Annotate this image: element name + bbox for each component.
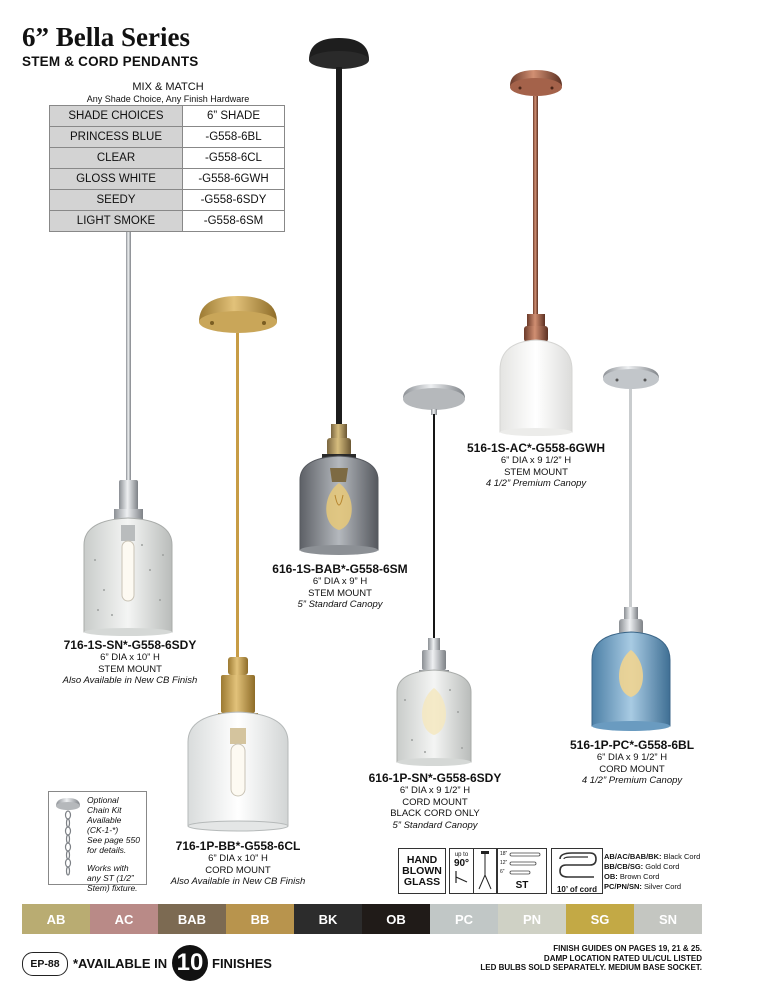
pendant-616-1s-bab	[300, 38, 378, 555]
legend-key: AB/AC/BAB/BK:	[604, 852, 662, 861]
product-label-616-1p-sn	[345, 771, 525, 831]
st-label: ST	[515, 880, 529, 891]
finish-swatch-ob: OB	[362, 904, 430, 934]
finish-swatch-ab: AB	[22, 904, 90, 934]
product-sku: 616-1S-BAB*-G558-6SM	[272, 562, 408, 576]
drop-length-icon	[473, 848, 497, 894]
page-subtitle: STEM & CORD PENDANTS	[22, 54, 199, 69]
product-note: 4 1/2” Premium Canopy	[581, 775, 683, 786]
up-to-label: up to	[454, 852, 469, 858]
footer-note-line: LED BULBS SOLD SEPARATELY. MEDIUM BASE SOCKET.	[480, 963, 702, 972]
legend-key: OB:	[604, 872, 618, 881]
shade-code: -G558-6GWH	[183, 169, 285, 190]
product-label-616-1s-bab	[254, 562, 426, 611]
page-number-badge: EP-88	[22, 952, 68, 976]
available-prefix: *AVAILABLE IN	[73, 956, 168, 971]
available-suffix: FINISHES	[212, 956, 272, 971]
product-note: Also Available in New CB Finish	[62, 675, 198, 686]
legend-value: Silver Cord	[641, 882, 682, 891]
degrees-label: 90°	[453, 858, 470, 869]
mix-match-title: MIX & MATCH	[132, 81, 204, 93]
badge-line: BLOWN	[402, 864, 442, 877]
chain-kit-note	[87, 795, 145, 893]
product-label-716-1s-sn	[40, 638, 220, 687]
cord-length-badge	[551, 848, 603, 894]
finish-swatch-sg: SG	[566, 904, 634, 934]
badge-line: GLASS	[403, 875, 441, 888]
product-mount: CORD MOUNT	[599, 763, 665, 775]
shade-name: LIGHT SMOKE	[50, 211, 183, 232]
table-header: 6” SHADE	[183, 106, 285, 127]
product-size: 6” DIA x 10” H	[208, 853, 268, 864]
shade-code: -G558-6BL	[183, 127, 285, 148]
badge-line: HAND	[406, 853, 438, 866]
finish-swatch-bb: BB	[226, 904, 294, 934]
product-sku: 716-1S-SN*-G558-6SDY	[63, 638, 197, 652]
chain-note-line: for details.	[87, 845, 127, 855]
product-sku: 716-1P-BB*-G558-6CL	[175, 839, 301, 853]
swivel-angle-badge	[449, 848, 474, 894]
stem-length-labels	[500, 850, 507, 877]
legend-row	[604, 882, 700, 892]
product-mount: CORD MOUNT	[205, 864, 271, 876]
finish-swatch-pc: PC	[430, 904, 498, 934]
pendant-716-1s-sn	[84, 232, 172, 636]
product-label-516-1p-pc	[544, 738, 720, 787]
legend-value: Black Cord	[661, 852, 701, 861]
finish-swatch-bab: BAB	[158, 904, 226, 934]
product-mount: CORD MOUNT	[402, 796, 468, 808]
shade-name: GLOSS WHITE	[50, 169, 183, 190]
product-mount: STEM MOUNT	[308, 587, 372, 599]
cord-color-legend	[604, 852, 700, 892]
shade-code: -G558-6SM	[183, 211, 285, 232]
mix-match-subtitle: Any Shade Choice, Any Finish Hardware	[86, 94, 250, 104]
product-size: 6” DIA x 9 1/2” H	[596, 752, 668, 763]
legend-row	[604, 852, 700, 862]
product-sku: 516-1S-AC*-G558-6GWH	[466, 441, 606, 455]
shade-name: CLEAR	[50, 148, 183, 169]
chain-note-line: Works with	[87, 863, 129, 873]
stem-length-label: 18”	[500, 851, 508, 857]
chain-note-spacer	[87, 855, 145, 863]
stem-length-label: 6”	[500, 869, 505, 875]
product-mount: STEM MOUNT	[504, 466, 568, 478]
shade-name: SEEDY	[50, 190, 183, 211]
product-label-516-1s-ac	[452, 441, 620, 490]
product-size: 6” DIA x 9 1/2” H	[500, 455, 572, 466]
chain-note-line: Optional	[87, 795, 119, 805]
stem-lengths-badge	[497, 848, 547, 894]
product-label-716-1p-bb	[143, 839, 333, 888]
legend-key: PC/PN/SN:	[604, 882, 642, 891]
product-size: 6” DIA x 10” H	[100, 652, 160, 663]
pendant-516-1s-ac	[500, 70, 572, 436]
legend-value: Gold Cord	[643, 862, 680, 871]
finish-swatch-strip	[22, 904, 702, 934]
stem-length-label: 12”	[500, 860, 508, 866]
footer-notes	[480, 944, 702, 973]
cord-length-label: 10’ of cord	[556, 885, 597, 894]
footer-note-line: DAMP LOCATION RATED UL/CUL LISTED	[543, 953, 702, 963]
finish-swatch-sn: SN	[634, 904, 702, 934]
finish-swatch-bk: BK	[294, 904, 362, 934]
legend-key: BB/CB/SG:	[604, 862, 644, 871]
footer-note-line: FINISH GUIDES ON PAGES 19, 21 & 25.	[553, 944, 702, 953]
chain-note-line: See page 550	[87, 835, 140, 845]
product-mount: STEM MOUNT	[98, 663, 162, 675]
coiled-cord-icon	[552, 849, 602, 881]
swivel-icon	[450, 869, 473, 885]
product-note: 5” Standard Canopy	[392, 819, 478, 831]
pendant-516-1p-pc	[592, 366, 670, 731]
product-sku: 516-1P-PC*-G558-6BL	[569, 738, 695, 752]
product-size: 6” DIA x 9 1/2” H	[399, 785, 471, 796]
product-sku: 616-1P-SN*-G558-6SDY	[368, 771, 502, 785]
product-note: 5” Standard Canopy	[297, 599, 383, 610]
page-title: 6” Bella Series	[22, 22, 190, 52]
chain-note-line: Stem) fixture.	[87, 883, 138, 893]
chain-note-line: (CK-1-*)	[87, 825, 119, 835]
table-header: SHADE CHOICES	[50, 106, 183, 127]
legend-row	[604, 862, 700, 872]
product-note: Also Available in New CB Finish	[170, 876, 306, 887]
shade-code: -G558-6SDY	[183, 190, 285, 211]
product-extra: BLACK CORD ONLY	[390, 808, 480, 819]
product-size: 6” DIA x 9” H	[312, 576, 368, 587]
shade-code: -G558-6CL	[183, 148, 285, 169]
chain-note-line: Chain Kit	[87, 805, 122, 815]
hand-blown-glass-badge	[398, 848, 446, 894]
legend-value: Brown Cord	[617, 872, 660, 881]
legend-row	[604, 872, 700, 882]
available-count-badge: 10	[172, 945, 208, 981]
finish-swatch-ac: AC	[90, 904, 158, 934]
product-note: 4 1/2” Premium Canopy	[485, 478, 587, 489]
shade-name: PRINCESS BLUE	[50, 127, 183, 148]
chain-note-line: Available	[87, 815, 122, 825]
finish-swatch-pn: PN	[498, 904, 566, 934]
chain-note-line: any ST (1/2”	[87, 873, 134, 883]
